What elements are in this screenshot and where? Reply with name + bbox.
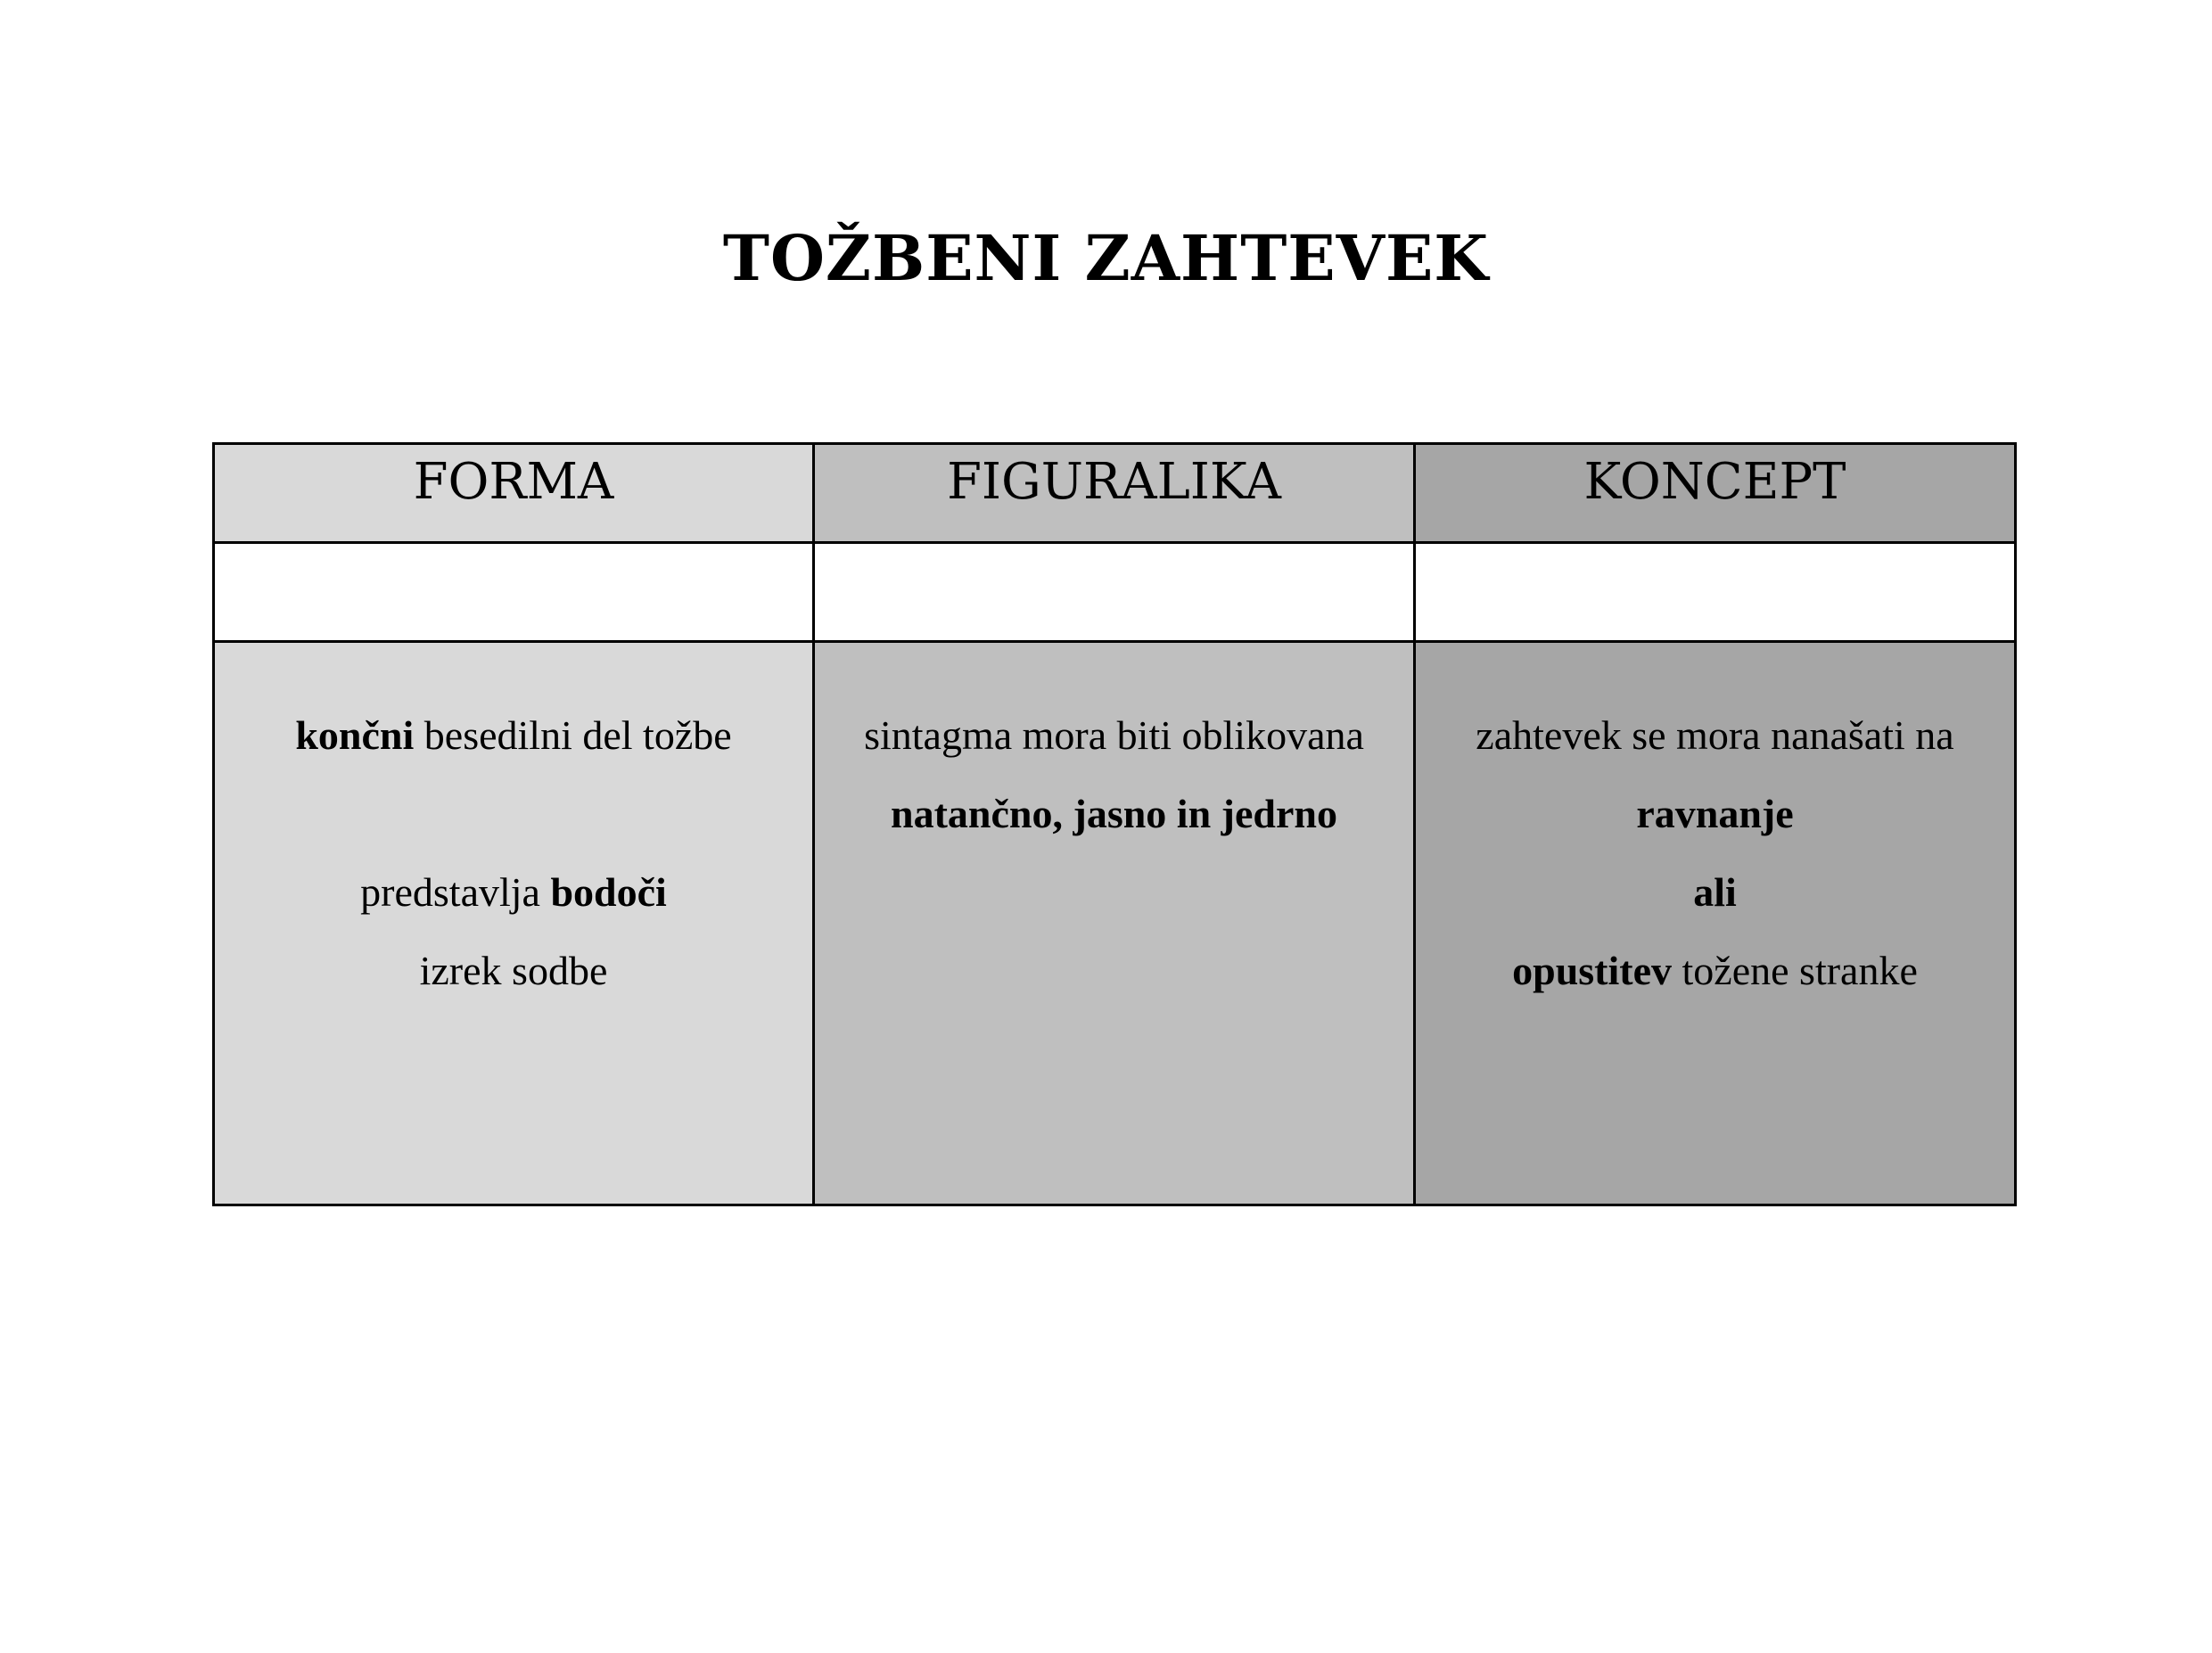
forma-line-1-bold: končni xyxy=(295,712,415,758)
header-label-forma: FORMA xyxy=(413,453,614,511)
header-label-figuralika: FIGURALIKA xyxy=(947,453,1281,511)
koncept-line-4-bold: opustitev xyxy=(1512,948,1673,993)
figuralika-line-1: sintagma mora biti oblikovana xyxy=(864,712,1364,758)
koncept-line-2: ravnanje xyxy=(1636,791,1794,836)
blank-cell-figuralika xyxy=(814,543,1415,642)
header-label-koncept: KONCEPT xyxy=(1583,453,1846,511)
page-title: TOŽBENI ZAHTEVEK xyxy=(722,221,1490,295)
body-cell-koncept xyxy=(1415,642,2016,1205)
header-cell-koncept xyxy=(1415,444,2016,543)
table-header-row xyxy=(214,444,2016,543)
koncept-line-3: ali xyxy=(1693,869,1737,915)
forma-line-2-bold: bodoči xyxy=(550,869,667,915)
koncept-line-4 xyxy=(1416,932,2014,1010)
header-cell-figuralika xyxy=(814,444,1415,543)
forma-line-2 xyxy=(215,853,812,932)
header-cell-forma xyxy=(214,444,814,543)
table-blank-row xyxy=(214,543,2016,642)
forma-line-1 xyxy=(215,696,812,775)
koncept-line-4-rest: tožene stranke xyxy=(1672,948,1918,993)
blank-cell-forma xyxy=(214,543,814,642)
body-cell-figuralika xyxy=(814,642,1415,1205)
comparison-table xyxy=(212,442,2017,1206)
body-cell-forma xyxy=(214,642,814,1205)
forma-line-2-plain: predstavlja xyxy=(360,869,551,915)
table-body-row xyxy=(214,642,2016,1205)
koncept-line-1: zahtevek se mora nanašati na xyxy=(1476,712,1954,758)
blank-cell-koncept xyxy=(1415,543,2016,642)
forma-line-1-rest: besedilni del tožbe xyxy=(414,712,732,758)
forma-line-3: izrek sodbe xyxy=(419,948,608,993)
figuralika-line-2: natančno, jasno in jedrno xyxy=(891,791,1337,836)
